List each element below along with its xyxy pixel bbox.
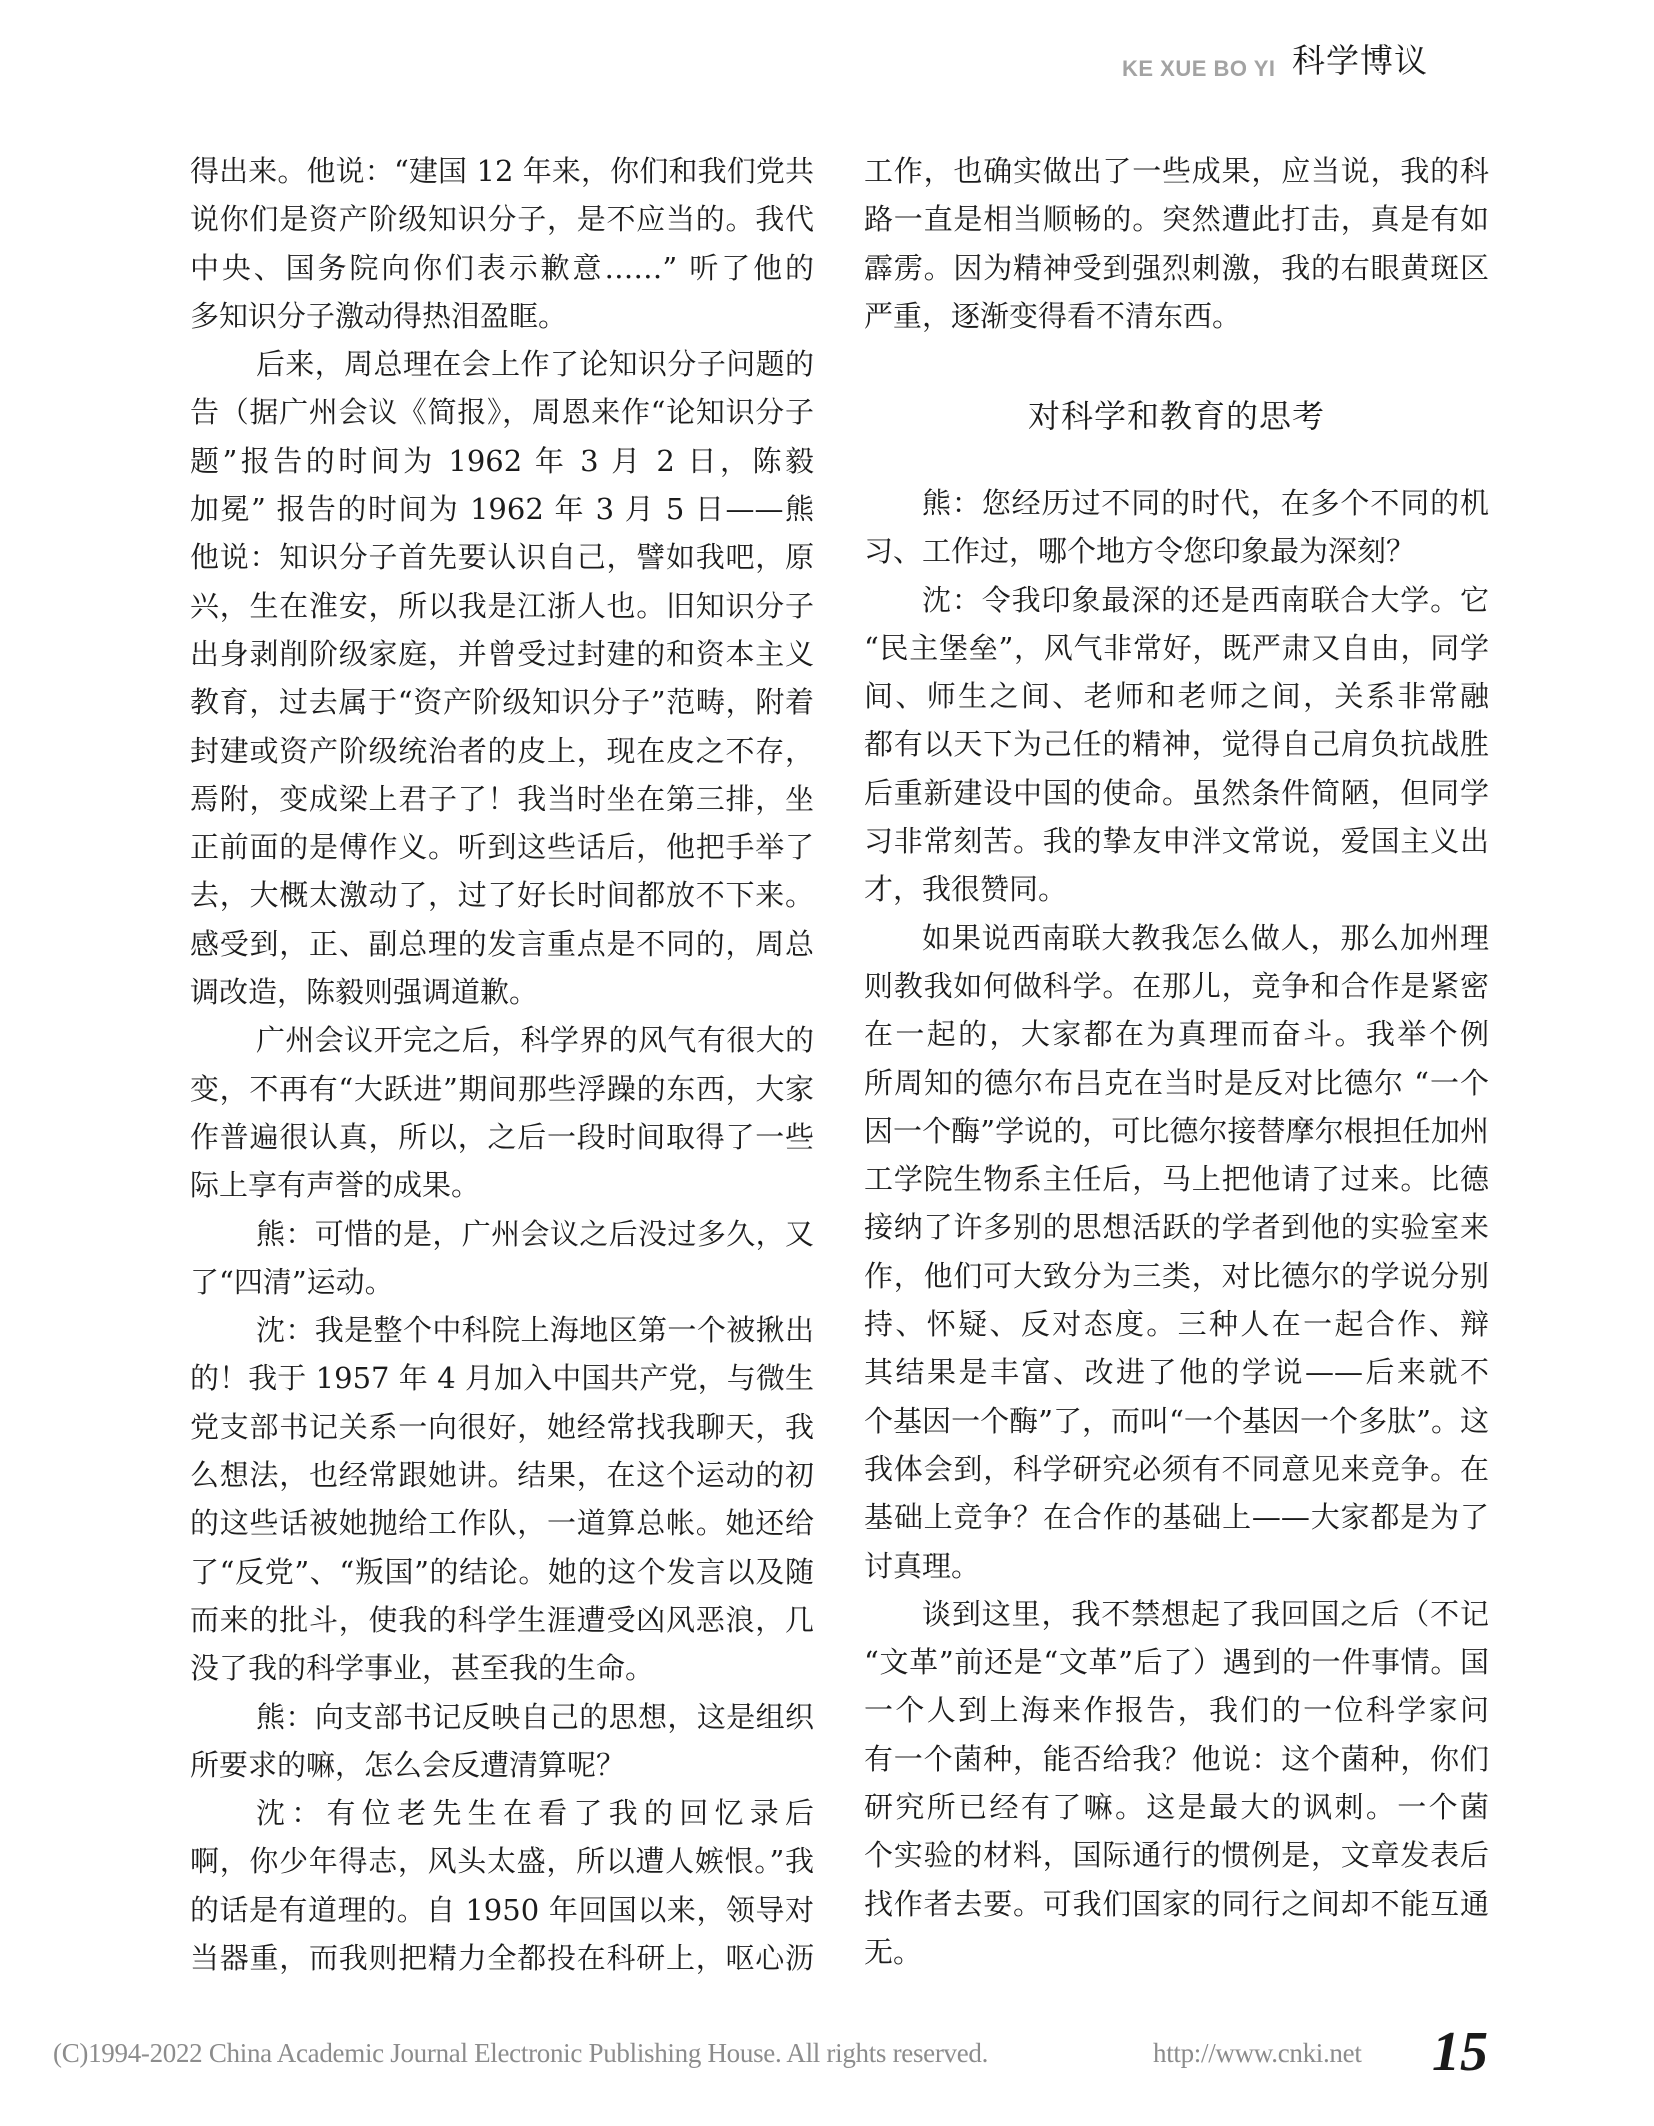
- text-line: 沈：我是整个中科院上海地区第一个被揪出: [256, 1313, 814, 1348]
- text-line: 有一个菌种，能否给我？他说：这个菌种，你们: [864, 1741, 1489, 1776]
- paragraph: [190, 1693, 814, 1790]
- text-line: 工学院生物系主任后，马上把他请了过来。比德: [864, 1162, 1489, 1197]
- text-line: 讨真理。: [864, 1548, 981, 1583]
- text-line: 习非常刻苦。我的挚友申泮文常说，爱国主义出: [864, 824, 1489, 859]
- text-line: 的话是有道理的。自 1950 年回国以来，领导对: [190, 1892, 814, 1927]
- text-line: 熊：您经历过不同的时代，在多个不同的机: [922, 486, 1489, 520]
- text-line: 一个人到上海来作报告，我们的一位科学家问: [864, 1693, 1489, 1728]
- text-line: 个基因一个酶”了，而叫“一个基因一个多肽”。这: [864, 1403, 1489, 1438]
- journal-section-title: 科学博议: [1292, 41, 1428, 80]
- text-line: 如果说西南联大教我怎么做人，那么加州理: [922, 920, 1489, 955]
- paragraph: [190, 1210, 814, 1307]
- text-line: 其结果是丰富、改进了他的学说——后来就不: [864, 1355, 1489, 1390]
- text-line: “民主堡垒”，风气非常好，既严肃又自由，同学: [864, 630, 1489, 665]
- text-line: 去，大概太激动了，过了好长时间都放不下来。: [190, 878, 814, 913]
- text-line: 没了我的科学事业，甚至我的生命。: [190, 1651, 655, 1686]
- text-line: 中央、国务院向你们表示歉意……” 听了他的: [190, 250, 814, 285]
- journal-section-romanization: KE XUE BO YI: [1122, 56, 1276, 81]
- paragraph: [190, 340, 814, 1016]
- text-line: 啊，你少年得志，风头太盛，所以遭人嫉恨。”我: [190, 1844, 814, 1879]
- text-line: 找作者去要。可我们国家的同行之间却不能互通: [864, 1886, 1489, 1921]
- text-line: 得出来。他说：“建国 12 年来，你们和我们党共: [190, 154, 814, 188]
- footer-url-link[interactable]: http://www.cnki.net: [1153, 2038, 1362, 2068]
- text-line: 则教我如何做科学。在那儿，竞争和合作是紧密: [864, 968, 1489, 1003]
- text-line: 感受到，正、副总理的发言重点是不同的，周总: [190, 926, 814, 961]
- section-heading: 对科学和教育的思考: [1027, 397, 1325, 435]
- text-line: 熊：向支部书记反映自己的思想，这是组织: [256, 1699, 814, 1734]
- text-line: 了“反党”、“叛国”的结论。她的这个发言以及随: [190, 1554, 814, 1589]
- text-line: 谈到这里，我不禁想起了我回国之后（不记: [922, 1596, 1489, 1631]
- text-line: 题”报告的时间为 1962 年 3 月 2 日，陈毅: [190, 443, 814, 478]
- text-line: 我体会到，科学研究必须有不同意见来竞争。在: [864, 1451, 1489, 1486]
- page-number: 15: [1432, 2021, 1488, 2083]
- text-line: 基础上竞争？在合作的基础上——大家都是为了: [864, 1500, 1489, 1535]
- footer-copyright: (C)1994-2022 China Academic Journal Electronic Publishing House. All rights reserved.: [53, 2038, 989, 2068]
- text-line: 变，不再有“大跃进”期间那些浮躁的东西，大家: [190, 1071, 814, 1106]
- text-line: 而来的批斗，使我的科学生涯遭受凶风恶浪，几: [190, 1602, 814, 1637]
- text-line: 多知识分子激动得热泪盈眶。: [190, 298, 568, 333]
- paragraph: [190, 1789, 814, 1982]
- text-line: 加冕” 报告的时间为 1962 年 3 月 5 日——熊: [190, 492, 814, 527]
- text-line: 作普遍很认真，所以，之后一段时间取得了一些: [190, 1119, 814, 1154]
- text-line: 广州会议开完之后，科学界的风气有很大的: [256, 1023, 814, 1058]
- text-line: 的这些话被她抛给工作队，一道算总帐。她还给: [190, 1506, 814, 1541]
- text-line: 在一起的，大家都在为真理而奋斗。我举个例: [864, 1017, 1489, 1052]
- text-line: 后重新建设中国的使命。虽然条件简陋，但同学: [864, 775, 1489, 810]
- text-line: 工作，也确实做出了一些成果，应当说，我的科: [864, 154, 1489, 188]
- text-line: 当器重，而我则把精力全都投在科研上，呕心沥: [190, 1940, 814, 1975]
- paragraph: [864, 914, 1489, 1590]
- paragraph: [864, 147, 1489, 340]
- text-line: 所要求的嘛，怎么会反遭清算呢？: [190, 1747, 626, 1782]
- text-line: 间、师生之间、老师和老师之间，关系非常融: [864, 679, 1489, 714]
- text-line: 兴，生在淮安，所以我是江浙人也。旧知识分子: [190, 588, 814, 623]
- text-line: 霹雳。因为精神受到强烈刺激，我的右眼黄斑区: [864, 250, 1489, 285]
- text-line: 沈：有位老先生在看了我的回忆录后: [256, 1796, 814, 1831]
- text-line: 焉附，变成梁上君子了！我当时坐在第三排，坐: [190, 781, 814, 816]
- text-line: 研究所已经有了嘛。这是最大的讽刺。一个菌: [864, 1790, 1489, 1825]
- text-line: “文革”前还是“文革”后了）遇到的一件事情。国: [864, 1645, 1489, 1680]
- text-line: 习、工作过，哪个地方令您印象最为深刻？: [864, 534, 1416, 569]
- text-line: 他说：知识分子首先要认识自己，譬如我吧，原: [190, 540, 814, 575]
- paragraph: [190, 1016, 814, 1209]
- text-line: 封建或资产阶级统治者的皮上，现在皮之不存，: [190, 733, 814, 768]
- text-line: 无。: [864, 1934, 923, 1969]
- text-line: 持、怀疑、反对态度。三种人在一起合作、辩: [864, 1307, 1489, 1342]
- text-line: 了“四清”运动。: [190, 1264, 394, 1299]
- text-line: 调改造，陈毅则强调道歉。: [190, 975, 539, 1010]
- text-line: 么想法，也经常跟她讲。结果，在这个运动的初: [190, 1458, 814, 1493]
- text-line: 才，我很赞同。: [864, 872, 1068, 907]
- text-line: 沈：令我印象最深的还是西南联合大学。它: [922, 582, 1489, 617]
- left-column: [190, 147, 814, 1982]
- paragraph: [190, 147, 814, 340]
- text-line: 际上享有声誉的成果。: [190, 1168, 481, 1203]
- text-line: 都有以天下为己任的精神，觉得自己肩负抗战胜: [864, 727, 1489, 762]
- text-line: 出身剥削阶级家庭，并曾受过封建的和资本主义: [190, 636, 814, 671]
- paragraph: [864, 1590, 1489, 1976]
- right-column-body: [864, 479, 1489, 1976]
- paragraph: [190, 1306, 814, 1692]
- text-line: 个实验的材料，国际通行的惯例是，文章发表后: [864, 1838, 1489, 1873]
- paragraph: [864, 576, 1489, 914]
- paragraph: [864, 479, 1489, 576]
- text-line: 后来，周总理在会上作了论知识分子问题的: [256, 347, 814, 382]
- text-line: 作，他们可大致分为三类，对比德尔的学说分别: [864, 1258, 1489, 1293]
- text-line: 告（据广州会议《简报》，周恩来作“论知识分子: [190, 395, 814, 430]
- text-line: 严重，逐渐变得看不清东西。: [864, 298, 1242, 333]
- right-column-top: [864, 147, 1489, 340]
- text-line: 因一个酶”学说的，可比德尔接替摩尔根担任加州: [864, 1113, 1489, 1148]
- text-line: 党支部书记关系一向很好，她经常找我聊天，我: [190, 1409, 814, 1444]
- text-line: 接纳了许多别的思想活跃的学者到他的实验室来: [864, 1210, 1489, 1245]
- text-line: 的！我于 1957 年 4 月加入中国共产党，与微生: [190, 1361, 814, 1396]
- text-line: 说你们是资产阶级知识分子，是不应当的。我代: [190, 202, 814, 237]
- text-line: 路一直是相当顺畅的。突然遭此打击，真是有如: [864, 202, 1489, 237]
- text-line: 教育，过去属于“资产阶级知识分子”范畴，附着: [190, 685, 814, 720]
- text-line: 熊：可惜的是，广州会议之后没过多久，又: [256, 1216, 814, 1251]
- text-line: 所周知的德尔布吕克在当时是反对比德尔 “一个: [864, 1065, 1489, 1100]
- text-line: 正前面的是傅作义。听到这些话后，他把手举了: [190, 830, 814, 865]
